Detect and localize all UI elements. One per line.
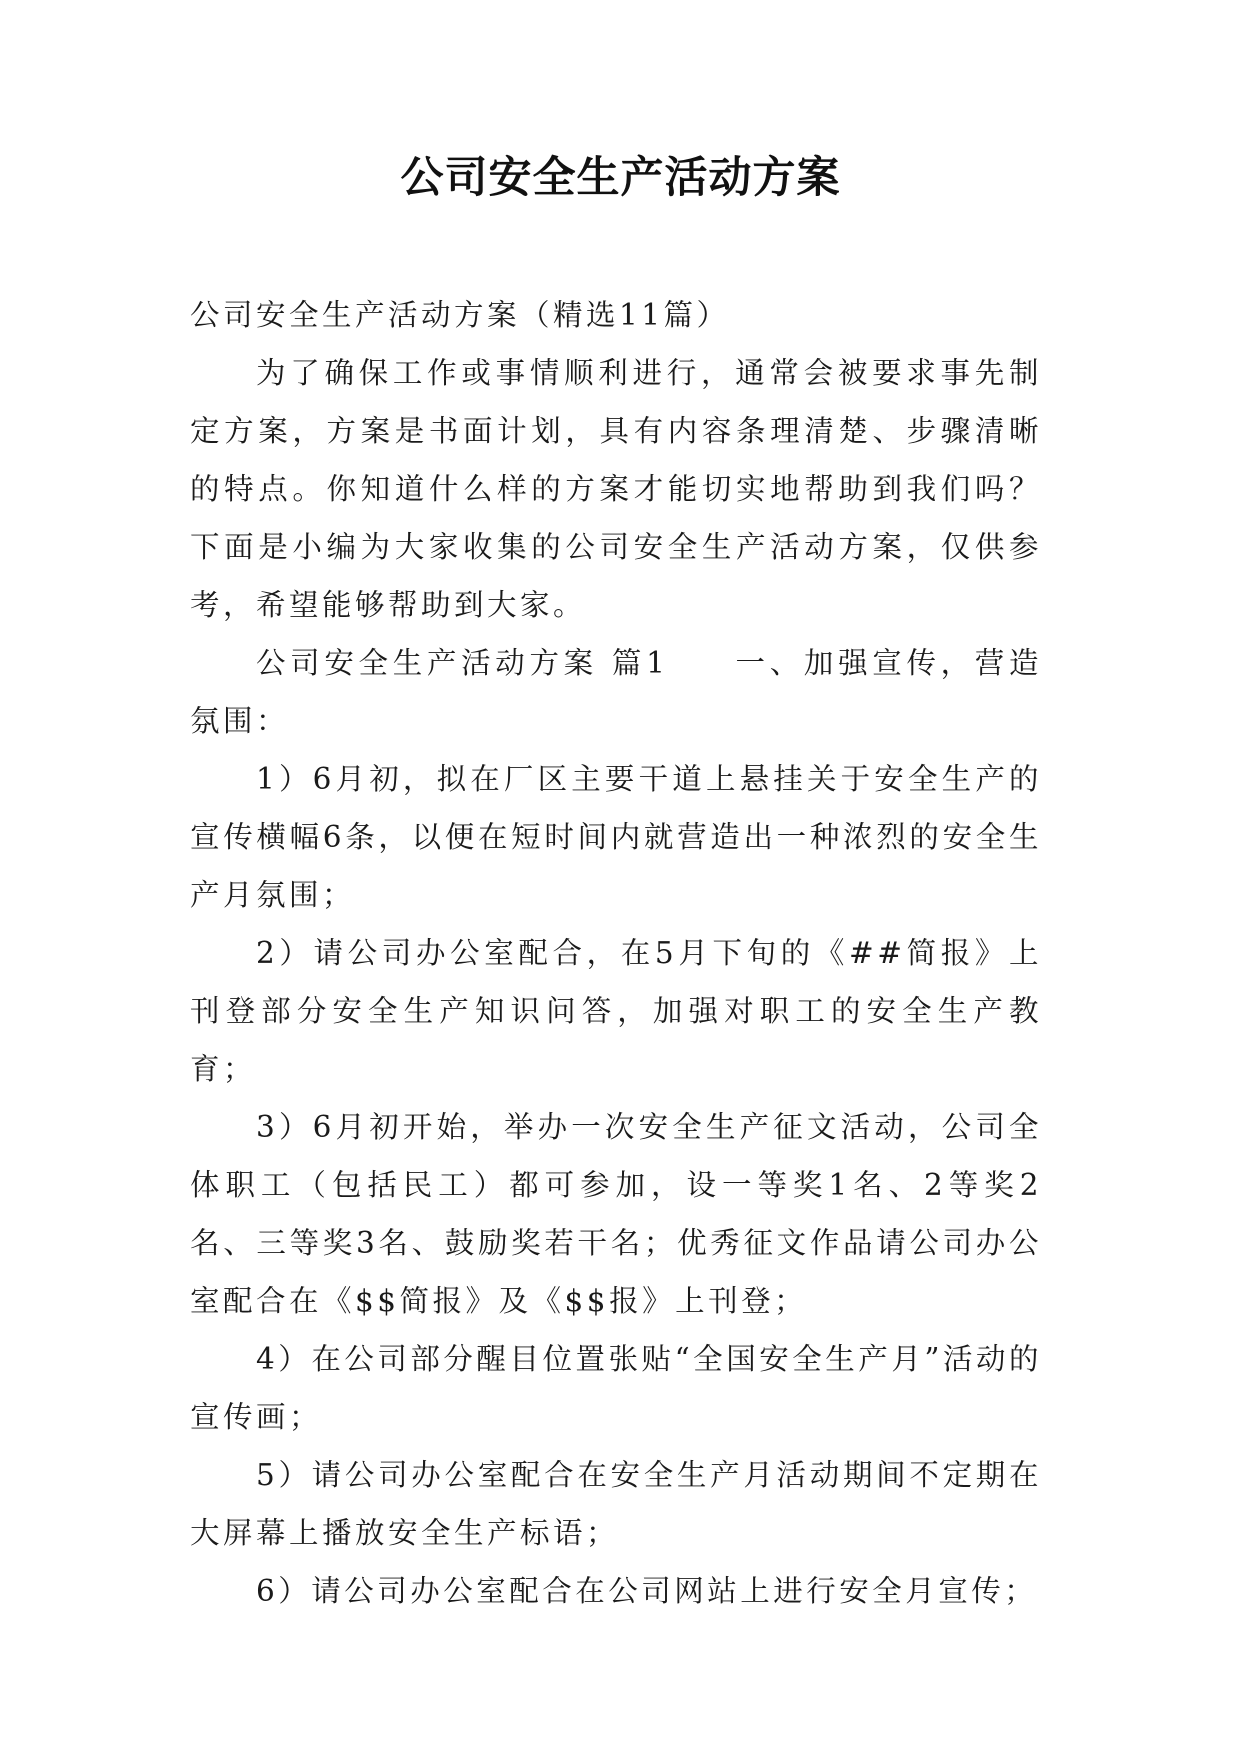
- list-item: 4）在公司部分醒目位置张贴“全国安全生产月”活动的宣传画；: [190, 1342, 1042, 1434]
- section-point: 一、加强宣传，营造氛围：: [190, 646, 1042, 738]
- section-heading: 公司安全生产活动方案 篇1: [256, 646, 669, 680]
- document-body: [190, 286, 1042, 1620]
- section-paragraph: [190, 634, 1042, 750]
- document-subtitle: 公司安全生产活动方案（精选11篇）: [190, 298, 730, 332]
- list-item: 1）6月初，拟在厂区主要干道上悬挂关于安全生产的宣传横幅6条，以便在短时间内就营造出一种浓烈的安全生产月氛围；: [190, 762, 1042, 912]
- intro-paragraph: 为了确保工作或事情顺利进行，通常会被要求事先制定方案，方案是书面计划，具有内容条理清楚、步骤清晰的特点。你知道什么样的方案才能切实地帮助到我们吗？下面是小编为大家收集的公司安全生产活动方案，仅供参考，希望能够帮助到大家。: [190, 356, 1042, 622]
- list-item: 2）请公司办公室配合，在5月下旬的《##简报》上刊登部分安全生产知识问答，加强对职工的安全生产教育；: [190, 936, 1042, 1086]
- list-item: 6）请公司办公室配合在公司网站上进行安全月宣传；: [256, 1574, 1038, 1608]
- list-item: 5）请公司办公室配合在安全生产月活动期间不定期在大屏幕上播放安全生产标语；: [190, 1458, 1042, 1550]
- list-item: 3）6月初开始，举办一次安全生产征文活动，公司全体职工（包括民工）都可参加，设一等奖1名、2等奖2名、三等奖3名、鼓励奖若干名；优秀征文作品请公司办公室配合在《$$简报》及《$$报》上刊登；: [190, 1110, 1042, 1318]
- document-title: 公司安全生产活动方案: [400, 153, 841, 203]
